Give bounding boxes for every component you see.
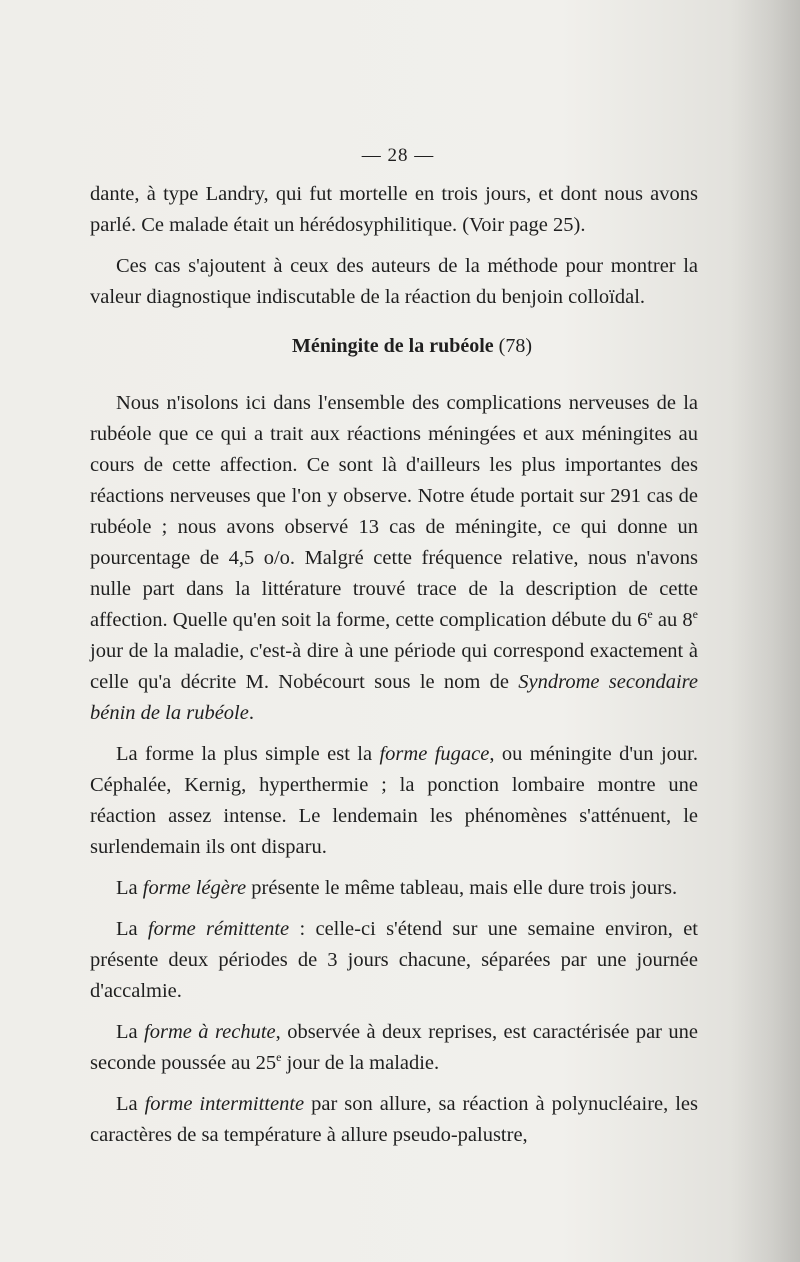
text-column — [90, 140, 698, 1161]
text-run: jour de la maladie, c'est-à dire à une période qui correspond exactement à celle qu'a décrite M. Nobécourt sous le nom de — [90, 640, 698, 693]
text-run: par son allure, sa réaction à polynucléaire, les caractères de sa température à allure pseudo-palustre, — [90, 1093, 698, 1146]
text-run: La — [116, 877, 143, 899]
text-run: au — [652, 609, 683, 631]
text-run: présente le même tableau, mais elle dure trois jours. — [246, 877, 678, 899]
text-run: 8 — [682, 609, 693, 631]
paragraph — [90, 739, 698, 863]
text-run: La — [116, 1021, 145, 1043]
paragraph — [90, 1089, 698, 1151]
text-run: 25 — [255, 1052, 277, 1074]
text-run: La — [116, 918, 148, 940]
text-run: : celle-ci s'étend sur une semaine environ, et présente deux périodes de 3 jours chacune, séparées par une journée d'accalmie. — [90, 918, 698, 1002]
superscript: e — [692, 607, 698, 622]
italic-term: Syndrome secondaire bénin de la rubéole — [90, 671, 698, 724]
paragraph-continued: dante, à type Landry, qui fut mortelle en trois jours, et dont nous avons parlé. Ce malade était un hérédosyphilitique. (Voir page 25). — [90, 183, 698, 236]
paragraph: Ces cas s'ajoutent à ceux des auteurs de la méthode pour montrer la valeur diagnostique indiscutable de la réaction du benjoin colloïdal. — [90, 255, 698, 308]
paragraph — [90, 388, 698, 729]
superscript: e — [276, 1050, 282, 1065]
text-run: Nous n'isolons ici dans l'ensemble des complications nerveuses de la rubéole que ce qui a trait aux réactions méningées et aux méningites au cours de cette affection. Ce sont là d'ailleurs les plus importantes des réactions nerveuses que l'on y observe. Notre étude portait sur 291 cas de rubéole ; nous avons observé 13 cas de méningite, ce qui donne un pourcentage de 4,5 o/o. Malgré cette fréquence relative, nous n'avons nulle part dans la littérature trouvé trace de la description de cette affection. Quelle qu'en soit la forme, cette complication débute du — [90, 392, 698, 631]
italic-term: forme à rechute — [144, 1021, 276, 1043]
page-number: — 28 — — [361, 145, 435, 166]
text-run: La — [116, 1093, 145, 1115]
text-run: jour de la maladie. — [281, 1052, 440, 1074]
italic-term: forme légère — [142, 877, 247, 899]
text-run: . — [248, 702, 254, 724]
text-run: , ou méningite d'un jour. Céphalée, Kernig, hyperthermie ; la ponction lombaire montre une réaction assez intense. Le lendemain les phénomènes s'atténuent, le surlendemain ils ont disparu. — [90, 743, 698, 858]
paragraph — [90, 873, 698, 904]
italic-term: forme fugace — [379, 743, 490, 765]
paragraph — [90, 914, 698, 1007]
superscript: e — [647, 607, 653, 622]
paragraph — [90, 1017, 698, 1079]
section-title: Méningite de la rubéole — [292, 335, 494, 357]
page-edge-shadow — [730, 0, 800, 1262]
section-reference: (78) — [498, 335, 532, 357]
text-run: , observée à deux reprises, est caractérisée par une seconde poussée au — [90, 1021, 699, 1074]
text-run: La forme la plus simple est la — [116, 743, 380, 765]
italic-term: forme intermittente — [144, 1093, 305, 1115]
italic-term: forme rémittente — [147, 918, 290, 940]
text-run: 6 — [637, 609, 648, 631]
section-heading — [90, 331, 698, 362]
